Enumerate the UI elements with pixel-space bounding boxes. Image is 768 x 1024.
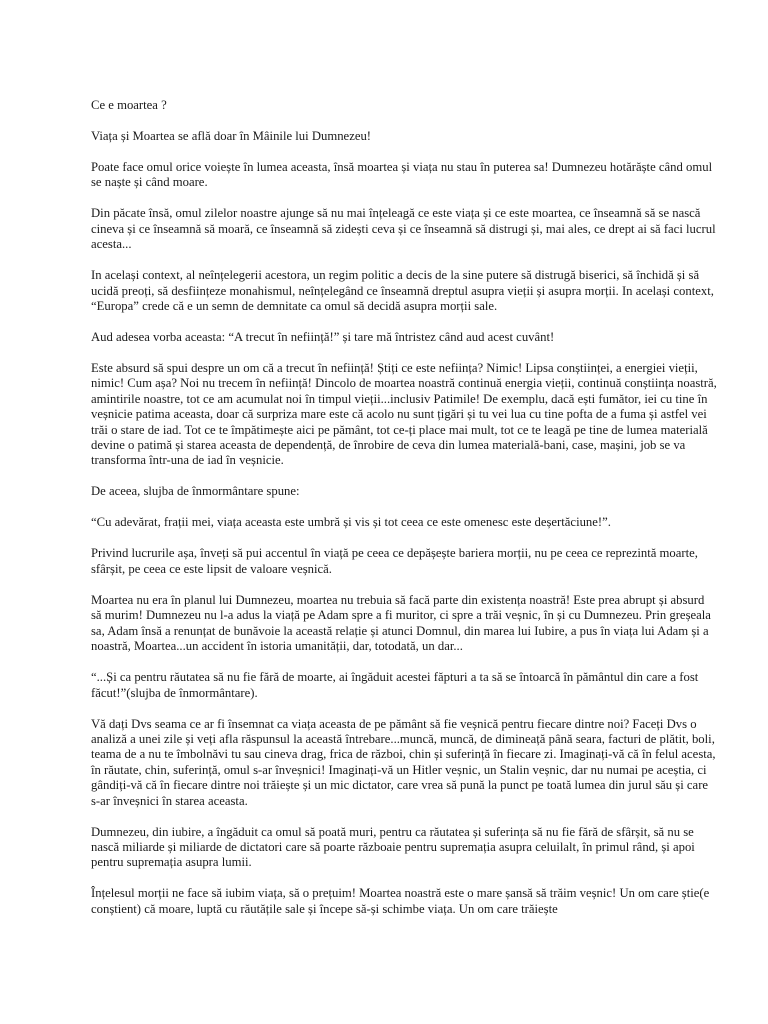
paragraph: De aceea, slujba de înmormântare spune:	[91, 484, 300, 499]
paragraph: Moartea nu era în planul lui Dumnezeu, moartea nu trebuia să facă parte din existența noastră! Este prea abrupt și absurd să murim! Dumnezeu nu l-a adus la viață pe Adam spre a fi muritor, ci spre a trăi veșnic, în și cu Dumnezeu. Prin greșeala sa, Adam însă a renunțat de bunăvoie la această relație și atunci Domnul, din marea lui Iubire, a pus în viața lui Adam și a noastră, Moartea...un accident în istoria umanității, dar, totodată, un dar...	[91, 592, 711, 654]
paragraph: In același context, al neînțelegerii acestora, un regim politic a decis de la sine putere să distrugă biserici, să închidă și să ucidă preoți, să desființeze monahismul, neînțelegând ce înseamnă dreptul asupra vieții și asupra morții. In același context, “Europa” crede că e un semn de demnitate ca omul să decidă asupra morții sale.	[91, 268, 714, 314]
paragraph: Aud adesea vorba aceasta: “A trecut în neființă!” și tare mă întristez când aud acest cuvânt!	[91, 330, 555, 345]
quote-paragraph: “Cu adevărat, frații mei, viața aceasta este umbră și vis și tot ceea ce este omenesc este deșertăciune!”.	[91, 515, 611, 530]
paragraph: Vă dați Dvs seama ce ar fi însemnat ca viața aceasta de pe pământ să fie veșnică pentru fiecare dintre noi? Faceți Dvs o analiză a unei zile și veți afla răspunsul la această întrebare...muncă, muncă, de dimineață până seara, facturi de plătit, boli, teama de a nu te îmbolnăvi tu sau cineva drag, frica de război, chin și suferință în fiecare zi. Imaginați-vă că în felul acesta, în răutate, chin, suferință, omul s-ar înveșnici! Imaginați-vă un Hitler veșnic, un Stalin veșnic, dar nu numai pe aceștia, ci gândiți-vă că în fiecare dintre noi trăiește și un mic dictator, care vrea să pună la punct pe toată lumea din jurul său și care s-ar înveșnici în starea aceasta.	[91, 716, 716, 808]
paragraph: Dumnezeu, din iubire, a îngăduit ca omul să poată muri, pentru ca răutatea și suferința să nu fie fără de sfârșit, să nu se nască miliarde și miliarde de dictatori care să poarte războaie pentru supremația asupra celuilalt, în primul rând, și apoi pentru supremația asupra lumii.	[91, 824, 695, 870]
document-title: Ce e moartea ?	[91, 98, 167, 112]
paragraph: Din păcate însă, omul zilelor noastre ajunge să nu mai înțeleagă ce este viața și ce este moartea, ce înseamnă să se nască cineva și ce înseamnă să moară, ce înseamnă să zidești ceva și ce înseamnă să distrugi și, mai ales, ce drept ai să faci lucrul acesta...	[91, 206, 716, 252]
paragraph: Poate face omul orice voiește în lumea aceasta, însă moartea și viața nu stau în puterea sa! Dumnezeu hotărăște când omul se naște și când moare.	[91, 160, 713, 190]
paragraph: Privind lucrurile așa, înveți să pui accentul în viață pe ceea ce depășește bariera morții, nu pe ceea ce reprezintă moarte, sfârșit, pe ceea ce este lipsit de valoare veșnică.	[91, 546, 698, 576]
paragraph: Înțelesul morții ne face să iubim viața, să o prețuim! Moartea noastră este o mare șansă să trăim veșnic! Un om care știe(e conștient) că moare, luptă cu răutățile sale și începe să-și schimbe viața. Un om care trăiește	[91, 886, 710, 916]
quote-paragraph: “...Și ca pentru răutatea să nu fie fără de moarte, ai îngăduit acestei făpturi a ta să se întoarcă în pământul din care a fost făcut!”(slujba de înmormântare).	[91, 670, 699, 700]
paragraph: Este absurd să spui despre un om că a trecut în neființă! Știți ce este neființa? Nimic! Lipsa conștiinței, a energiei vieții, nimic! Cum așa? Noi nu trecem în neființă! Dincolo de moartea noastră continuă energia vieții, continuă conștiința noastră, amintirile noastre, tot ce am acumulat noi în timpul vieții...inclusiv Patimile! De exemplu, dacă ești fumător, iei cu tine în veșnicie patima aceasta, doar că surpriza mare este că acolo nu sunt țigări și tu vei lua cu tine pofta de a fuma și astfel vei trăi o stare de iad. Tot ce te împătimește aici pe pământ, tot ce-ți place mai mult, tot ce te leagă pe tine de lumea materială devine o patimă și starea aceasta de dependență, de înrobire de ceva din lumea materială-bani, case, mașini, job se va transforma într-una de iad în veșnicie.	[91, 361, 717, 468]
paragraph: Viața și Moartea se află doar în Mâinile lui Dumnezeu!	[91, 129, 372, 143]
